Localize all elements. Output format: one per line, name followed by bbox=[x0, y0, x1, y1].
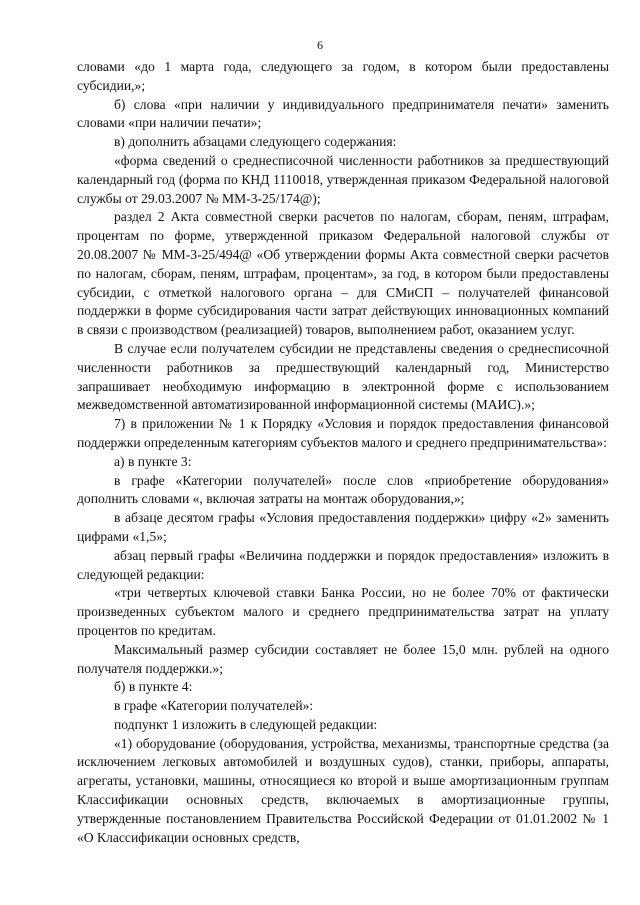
paragraph: раздел 2 Акта совместной сверки расчетов по налогам, сборам, пеням, штрафам, процентам по форме, утвержденной приказом Федеральной налоговой службы от 20.08.2007 № ММ-3-25/494@ «Об утверждении формы Акта совместной сверки расчетов по налогам, сборам, пеням, штрафам, процентам», за год, в котором были предоставлены субсидии, с отметкой налогового органа – для СМиСП – получателей финансовой поддержки в форме субсидирования части затрат действующих инновационных компаний в связи с производством (реализацией) товаров, выполнением работ, оказанием услуг. bbox=[77, 209, 609, 338]
page-number: 6 bbox=[317, 38, 323, 52]
paragraph: абзац первый графы «Величина поддержки и порядок предоставления» изложить в следующей редакции: bbox=[77, 547, 609, 582]
document-body bbox=[77, 58, 609, 847]
paragraph: подпункт 1 изложить в следующей редакции: bbox=[114, 716, 378, 732]
paragraph: Максимальный размер субсидии составляет не более 15,0 млн. рублей на одного получателя поддержки.»; bbox=[77, 641, 609, 676]
paragraph: словами «до 1 марта года, следующего за годом, в котором были предоставлены субсидии,»; bbox=[77, 59, 609, 93]
paragraph: а) в пункте 3: bbox=[114, 453, 192, 469]
paragraph: б) слова «при наличии у индивидуального предпринимателя печати» заменить словами «при наличии печати»; bbox=[77, 96, 609, 131]
paragraph: «1) оборудование (оборудования, устройства, механизмы, транспортные средства (за исключением легковых автомобилей и воздушных судов), станки, приборы, аппараты, агрегаты, установки, машины, относящиеся ко второй и выше амортизационным группам Классификации основных средств, включаемых в амортизационные группы, утвержденные постановлением Правительства Российской Федерации от 01.01.2002 № 1 «О Классификации основных средств, bbox=[77, 735, 609, 845]
paragraph: «три четвертых ключевой ставки Банка России, но не более 70% от фактически произведенных субъектом малого и среднего предпринимательства затрат на уплату процентов по кредитам. bbox=[77, 585, 609, 638]
paragraph: в графе «Категории получателей» после слов «приобретение оборудования» дополнить словами «, включая затраты на монтаж оборудования,»; bbox=[77, 472, 609, 507]
paragraph: 7) в приложении № 1 к Порядку «Условия и порядок предоставления финансовой поддержки определенным категориям субъектов малого и среднего предпринимательства»: bbox=[77, 416, 609, 450]
paragraph: в абзаце десятом графы «Условия предоставления поддержки» цифру «2» заменить цифрами «1,5»; bbox=[77, 510, 609, 544]
paragraph: «форма сведений о среднесписочной численности работников за предшествующий календарный год (форма по КНД 1110018, утвержденная приказом Федеральной налоговой службы от 29.03.2007 № ММ-3-25/174@); bbox=[77, 152, 609, 206]
paragraph: В случае если получателем субсидии не представлены сведения о среднесписочной численности работников за предшествующий календарный год, Министерство запрашивает необходимую информацию в электронной форме с использованием межведомственной автоматизированной информационной системы (МАИС).»; bbox=[77, 340, 609, 413]
paragraph: б) в пункте 4: bbox=[114, 679, 193, 695]
paragraph: в графе «Категории получателей»: bbox=[114, 698, 314, 714]
paragraph: в) дополнить абзацами следующего содержания: bbox=[114, 134, 397, 150]
